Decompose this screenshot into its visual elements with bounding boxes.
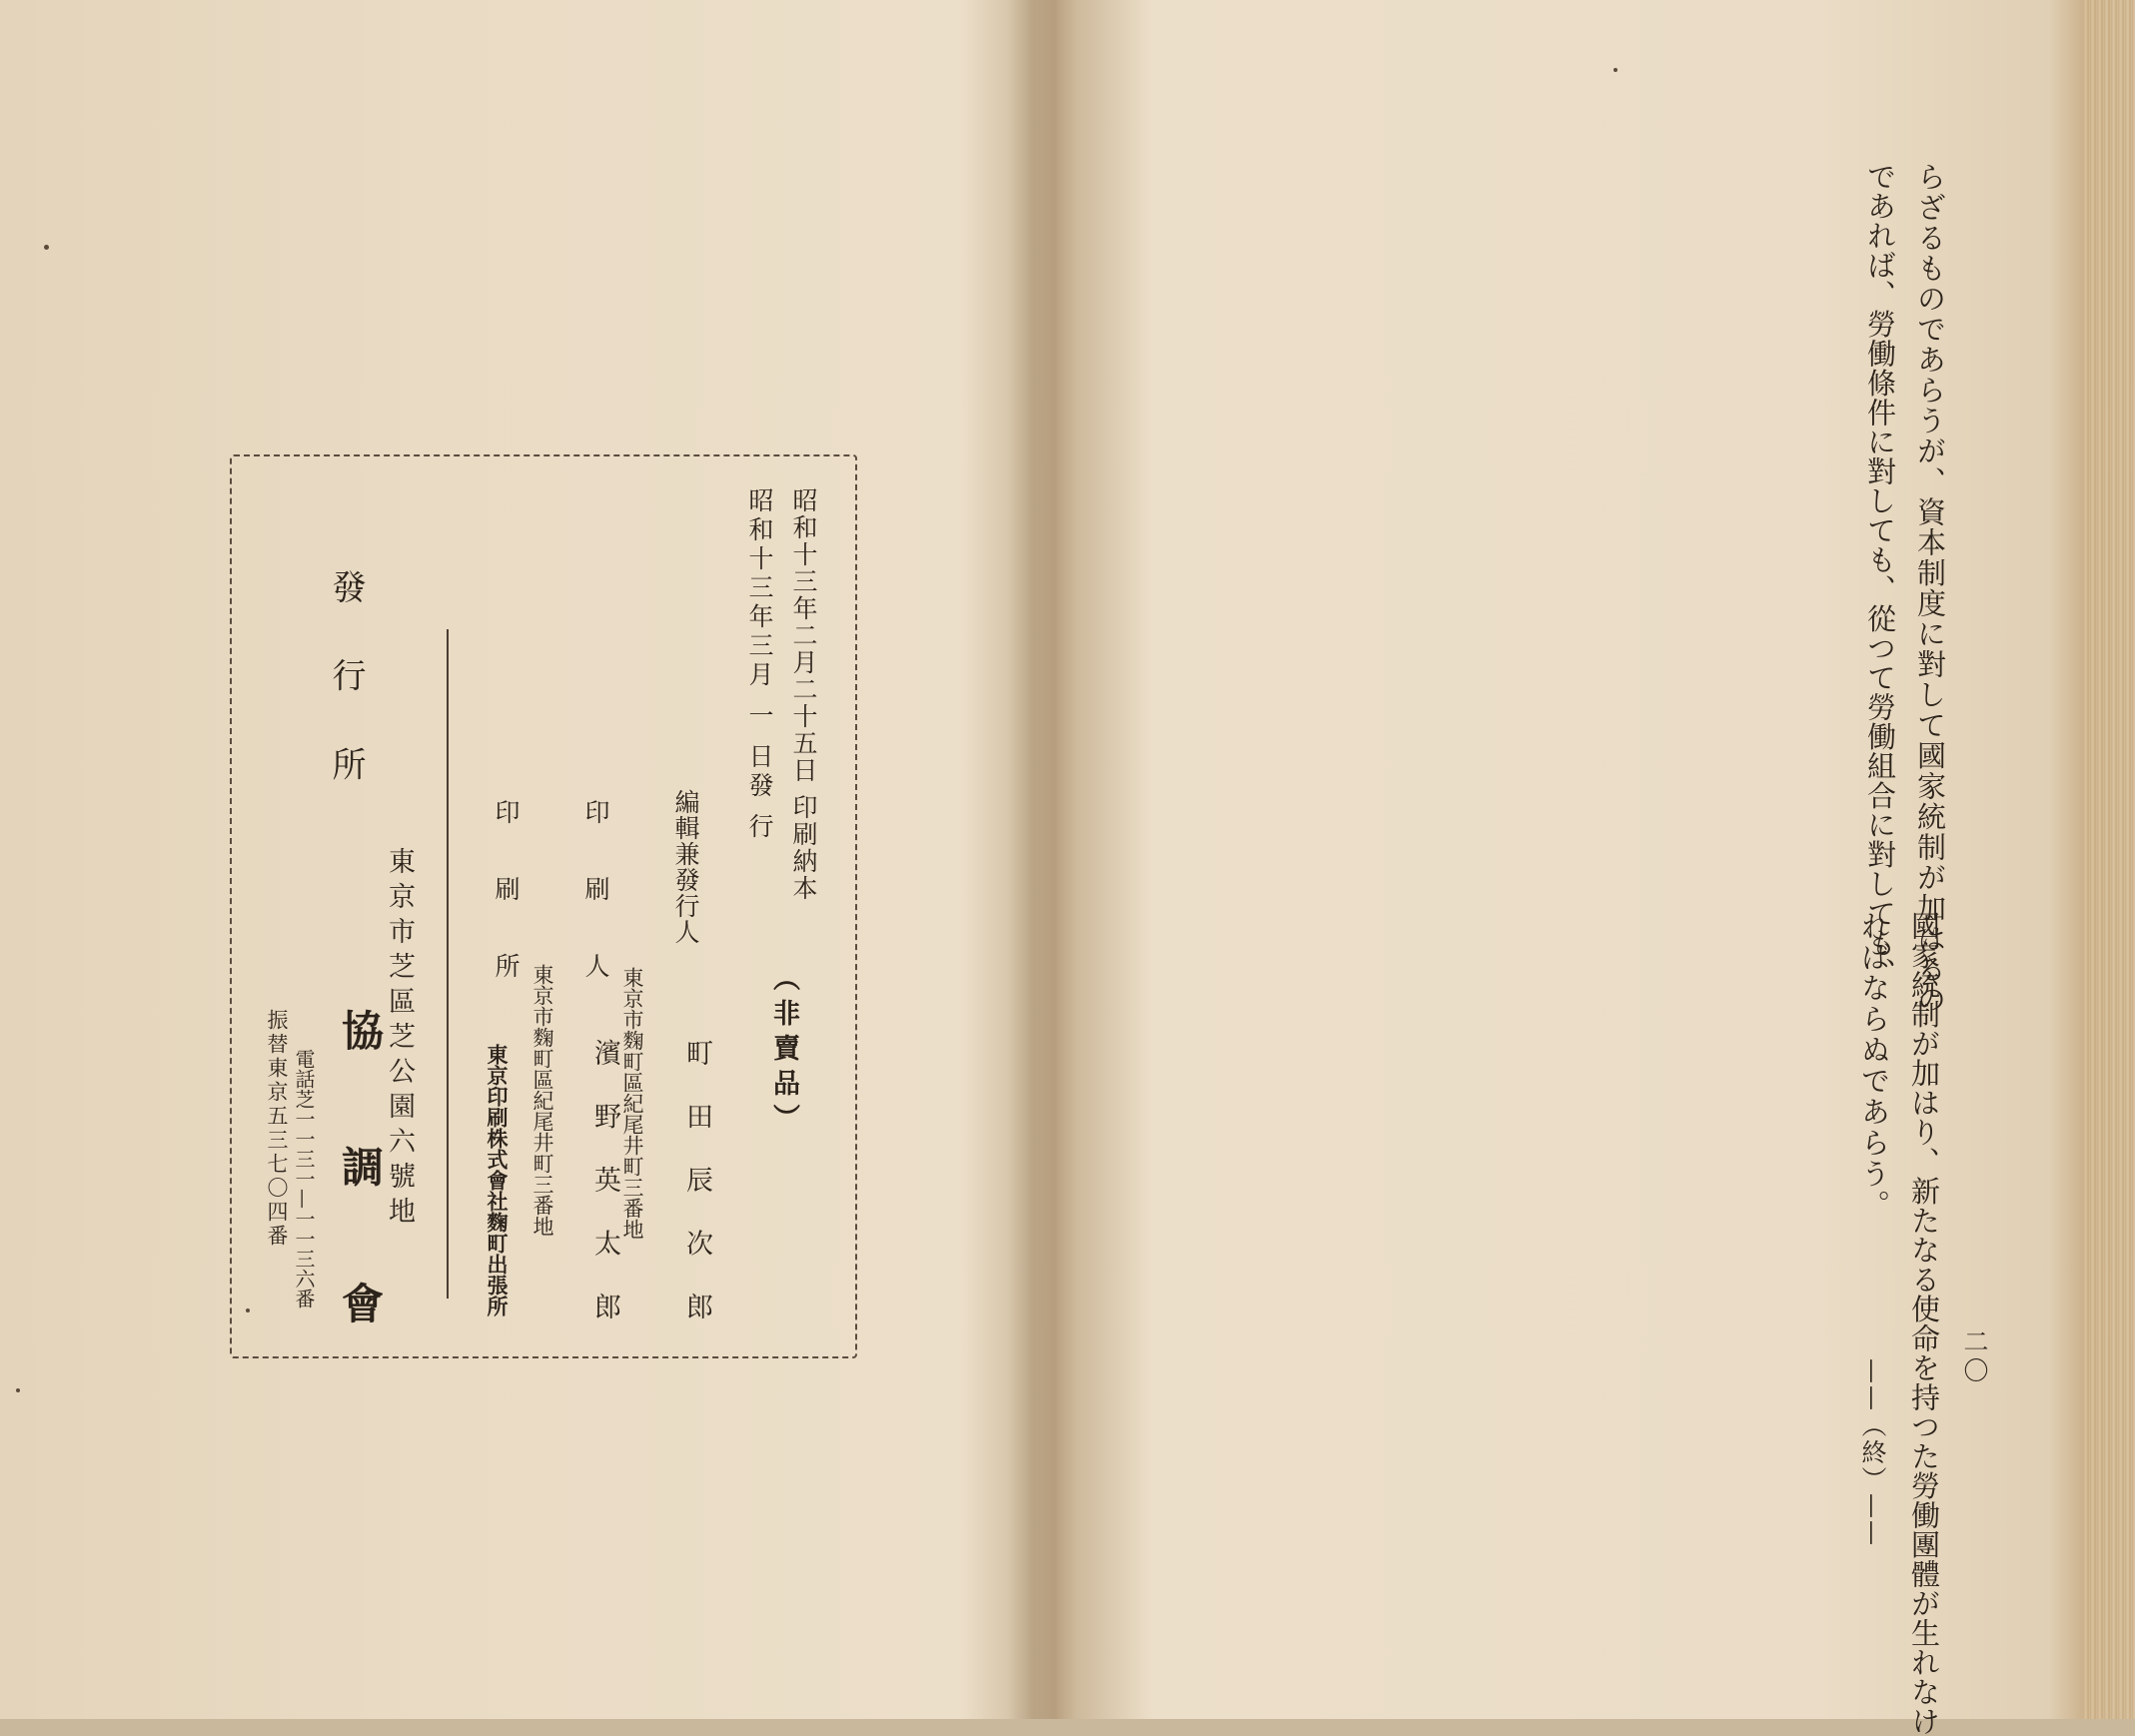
printer-name: 濱 野 英 太 郎 — [589, 1039, 620, 1334]
gutter-shadow — [1009, 0, 1059, 1719]
show-through-text — [1109, 140, 1148, 173]
publisher-name: 協 調 會 — [336, 1009, 385, 1364]
page-edge — [2083, 0, 2135, 1719]
press-name: 東京印刷株式會社麴町出張所 — [485, 1044, 510, 1316]
paper-speck — [1613, 68, 1617, 72]
paper-speck — [16, 1388, 20, 1392]
end-mark: ——（終）—— — [1858, 1358, 1887, 1547]
not-for-sale: （非賣品） — [768, 964, 799, 1139]
paper-speck — [44, 245, 49, 250]
publisher-telephone: 電話芝一一三一—一一三六番 — [292, 1049, 316, 1308]
editor-name: 町 田 辰 次 郎 — [681, 1039, 712, 1334]
printer-label: 印 刷 人 — [581, 799, 610, 1000]
issue-date: 昭和十三年三月 一 日發 行 — [745, 487, 774, 842]
press-label: 印 刷 所 — [492, 799, 521, 1000]
publisher-label: 發 行 所 — [326, 569, 366, 803]
body-line: 國家統制が加はり、新たなる使命を持つた勞働團體が生れなけ — [1907, 911, 1941, 1736]
body-line: ればならぬであらう。 — [1857, 911, 1891, 1221]
colophon-divider — [447, 629, 449, 1299]
publisher-address: 東京市芝區芝公園六號地 — [384, 847, 415, 1232]
printer-address: 東京市麴町區紀尾井町三番地 — [531, 964, 554, 1237]
body-line: らざるものであらうが、資本制度に對して國家統制が加はるの — [1913, 162, 1947, 1015]
page-number: 二〇 — [1960, 1328, 1989, 1386]
publisher-transfer-account: 振替東京五三七〇四番 — [265, 1009, 289, 1249]
editor-address: 東京市麴町區紀尾井町三番地 — [620, 967, 644, 1240]
print-date: 昭和十三年二月二十五日 印刷納本 — [789, 487, 818, 902]
body-line: であれば、勞働條件に對しても、從つて勞働組合に對しても、 — [1863, 162, 1897, 987]
editor-label: 編輯兼發行人 — [671, 789, 700, 945]
